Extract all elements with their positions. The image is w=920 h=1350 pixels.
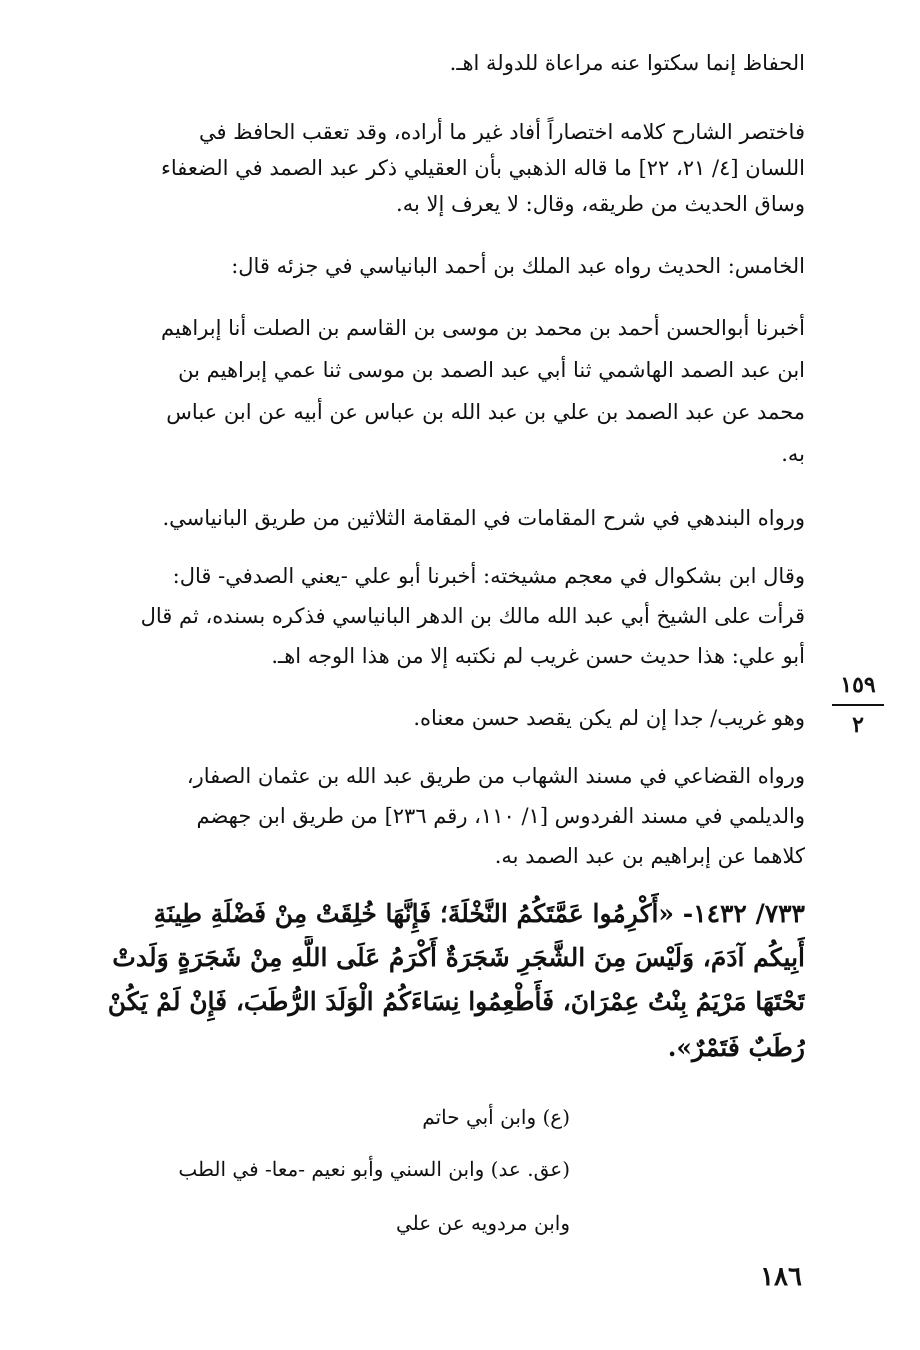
text-line: أبو علي: هذا حديث حسن غريب لم نكتبه إلا من هذا الوجه اهـ. bbox=[271, 644, 805, 668]
margin-ref-bottom: ٢ bbox=[852, 712, 864, 738]
text-line: الخامس: الحديث رواه عبد الملك بن أحمد البانياسي في جزئه قال: bbox=[231, 254, 805, 278]
text-line: أخبرنا أبوالحسن أحمد بن محمد بن موسى بن القاسم بن الصلت أنا إبراهيم bbox=[161, 316, 805, 340]
text-line: به. bbox=[781, 442, 805, 466]
hadith-line: ٧٣٣/ ١٤٣٢- «أَكْرِمُوا عَمَّتَكُمُ النَّخْلَةَ؛ فَإِنَّهَا خُلِقَتْ مِنْ فَضْلَةِ طِينَةِ bbox=[153, 899, 805, 928]
hadith-line: أَبِيكُم آدَمَ، وَلَيْسَ مِنَ الشَّجَرِ شَجَرَةٌ أَكْرَمُ عَلَى اللَّهِ مِنْ شَجَرَةٍ وَلَدتْ bbox=[112, 943, 805, 972]
source-line: وابن مردويه عن علي bbox=[395, 1211, 570, 1235]
source-line: (ع) وابن أبي حاتم bbox=[422, 1105, 570, 1129]
source-line: (عق. عد) وابن السني وأبو نعيم -معا- في الطب bbox=[178, 1157, 570, 1181]
margin-ref-rule bbox=[832, 704, 884, 706]
text-line: اللسان [٤/ ٢١، ٢٢] ما قاله الذهبي بأن العقيلي ذكر عبد الصمد في الضعفاء bbox=[161, 156, 805, 180]
text-line: الحفاظ إنما سكتوا عنه مراعاة للدولة اهـ. bbox=[449, 51, 805, 75]
text-line: قرأت على الشيخ أبي عبد الله مالك بن الدهر البانياسي فذكره بسنده، ثم قال bbox=[140, 604, 805, 628]
margin-reference bbox=[828, 672, 888, 738]
text-line: ورواه القضاعي في مسند الشهاب من طريق عبد الله بن عثمان الصفار، bbox=[186, 764, 805, 788]
text-line: ابن عبد الصمد الهاشمي ثنا أبي عبد الصمد بن موسى ثنا عمي إبراهيم بن bbox=[178, 358, 805, 382]
text-line: وهو غريب/ جدا إن لم يكن يقصد حسن معناه. bbox=[413, 706, 805, 730]
text-line: كلاهما عن إبراهيم بن عبد الصمد به. bbox=[494, 844, 805, 868]
text-line: محمد عن عبد الصمد بن علي بن عبد الله بن عباس عن أبيه عن ابن عباس bbox=[166, 400, 805, 424]
page-number: ١٨٦ bbox=[760, 1262, 802, 1292]
hadith-line: تَحْتَهَا مَرْيَمُ بِنْتُ عِمْرَانَ، فَأَطْعِمُوا نِسَاءَكُمُ الْوَلَدَ الرُّطَبَ، فَإِنْ لَمْ يَكُنْ bbox=[107, 987, 805, 1016]
text-line: ورواه البندهي في شرح المقامات في المقامة الثلاثين من طريق البانياسي. bbox=[162, 506, 805, 530]
text-line: فاختصر الشارح كلامه اختصاراً أفاد غير ما أراده، وقد تعقب الحافظ في bbox=[198, 120, 805, 144]
text-line: وساق الحديث من طريقه، وقال: لا يعرف إلا به. bbox=[396, 192, 805, 216]
text-line: وقال ابن بشكوال في معجم مشيخته: أخبرنا أبو علي -يعني الصدفي- قال: bbox=[172, 564, 805, 588]
text-line: والديلمي في مسند الفردوس [١/ ١١٠، رقم ٢٣٦] من طريق ابن جهضم bbox=[196, 804, 805, 828]
hadith-line: رُطَبٌ فَتَمْرٌ». bbox=[667, 1033, 805, 1062]
margin-ref-top: ١٥٩ bbox=[840, 672, 876, 698]
